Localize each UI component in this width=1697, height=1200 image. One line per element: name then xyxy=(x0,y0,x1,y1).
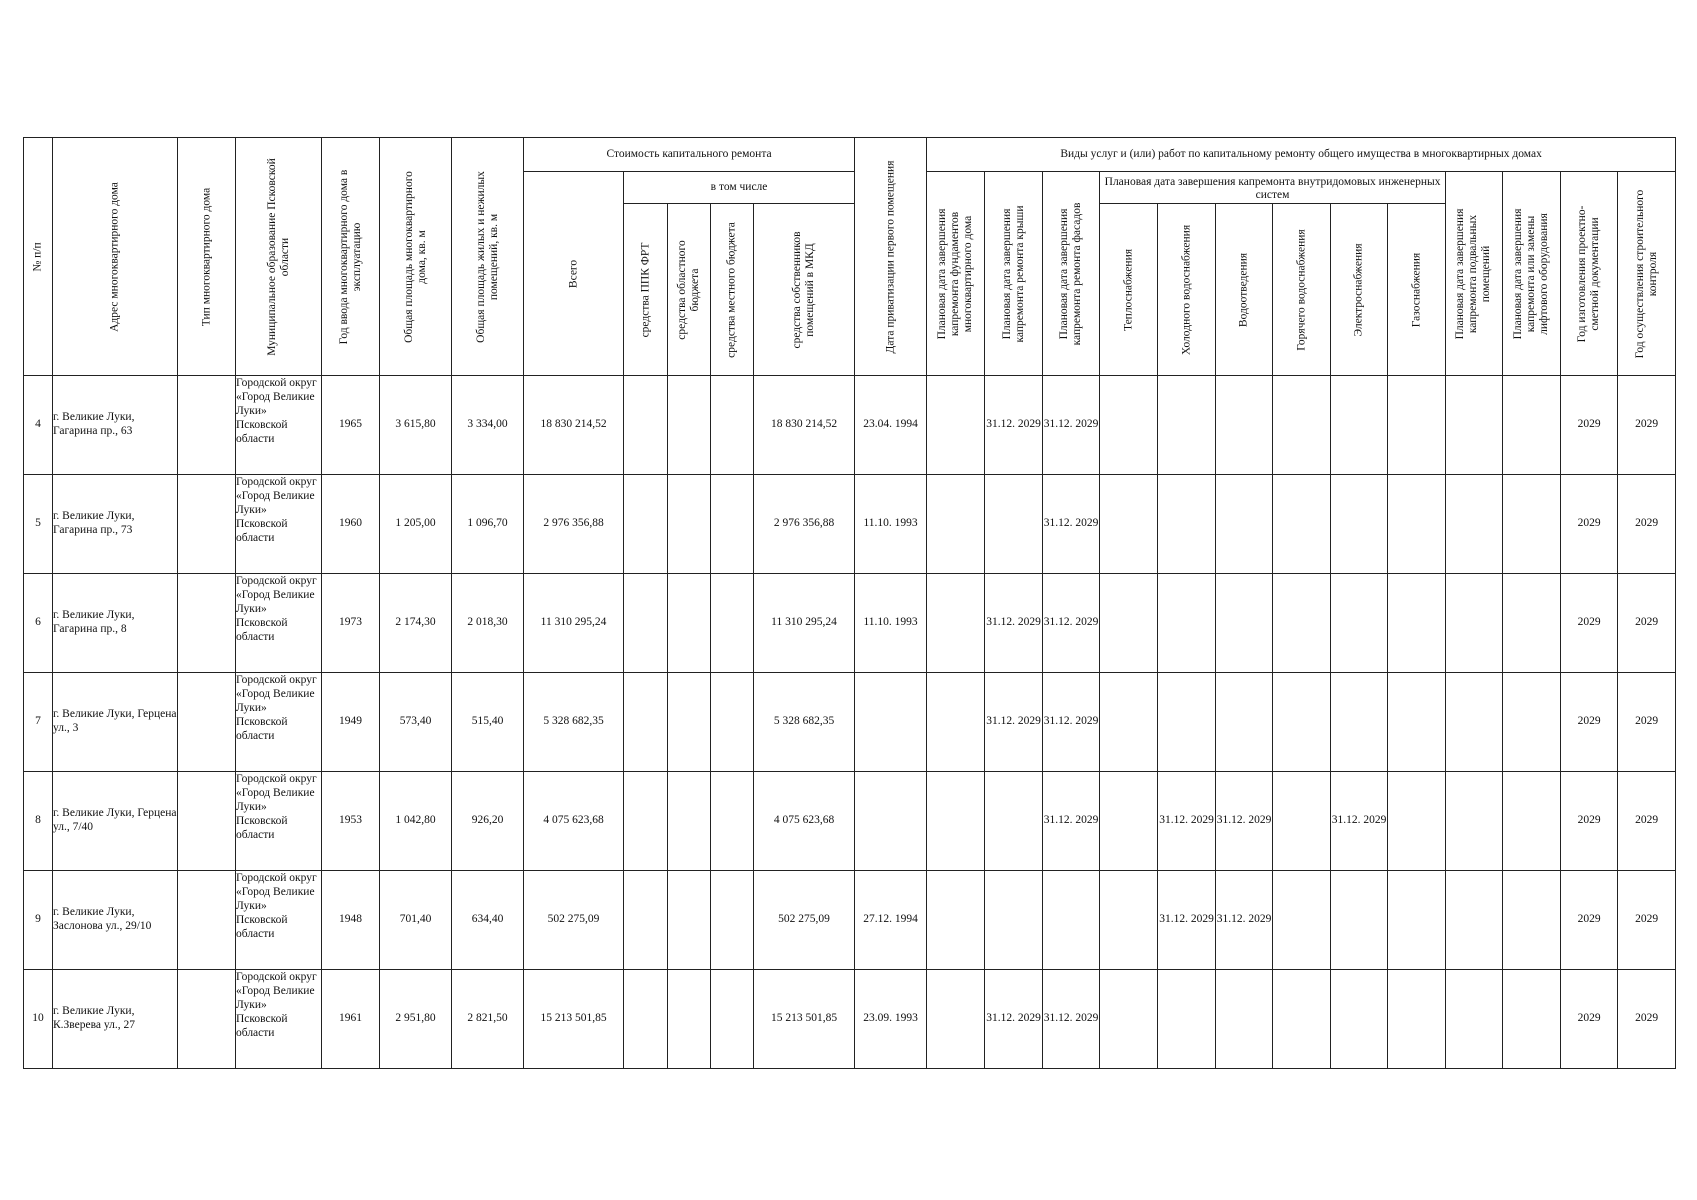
cell-address: г. Великие Луки, Гагарина пр., 63 xyxy=(53,376,178,475)
cell-privatization: 23.09. 1993 xyxy=(855,970,927,1069)
cell-total-area: 573,40 xyxy=(380,673,452,772)
cell-gas xyxy=(1388,475,1446,574)
cell-total-cost: 4 075 623,68 xyxy=(524,772,624,871)
cell-address: г. Великие Луки, Заслонова ул., 29/10 xyxy=(53,871,178,970)
header-ppk: средства ППК ФРТ xyxy=(624,204,668,376)
cell-foundation xyxy=(927,574,985,673)
cell-ppk xyxy=(624,772,668,871)
cell-owners: 15 213 501,85 xyxy=(754,970,855,1069)
header-privatization: Дата приватизации первого помещения xyxy=(855,138,927,376)
cell-hot-water xyxy=(1273,574,1331,673)
header-heat: Теплоснабжения xyxy=(1100,204,1158,376)
cell-design-year: 2029 xyxy=(1561,970,1618,1069)
cell-municipality: Городской округ «Город Великие Луки» Псковской области xyxy=(236,970,322,1069)
header-basement: Плановая дата завершения капремонта подвальных помещений xyxy=(1446,172,1503,376)
cell-drainage: 31.12. 2029 xyxy=(1216,871,1273,970)
cell-living-area: 515,40 xyxy=(452,673,524,772)
cell-roof: 31.12. 2029 xyxy=(985,970,1043,1069)
header-works-group: Виды услуг и (или) работ по капитальному ремонту общего имущества в многоквартирных домах xyxy=(927,138,1676,172)
cell-type xyxy=(178,475,236,574)
cell-municipality: Городской округ «Город Великие Луки» Псковской области xyxy=(236,772,322,871)
cell-num: 4 xyxy=(24,376,53,475)
table-row xyxy=(24,970,1676,1069)
cell-roof: 31.12. 2029 xyxy=(985,376,1043,475)
table-row xyxy=(24,772,1676,871)
cell-privatization: 11.10. 1993 xyxy=(855,574,927,673)
cell-foundation xyxy=(927,376,985,475)
cell-elevator xyxy=(1503,475,1561,574)
cell-total-area: 1 042,80 xyxy=(380,772,452,871)
cell-heat xyxy=(1100,574,1158,673)
cell-regional xyxy=(668,673,711,772)
cell-control-year: 2029 xyxy=(1618,673,1676,772)
cell-elevator xyxy=(1503,772,1561,871)
cell-ppk xyxy=(624,475,668,574)
cell-num: 8 xyxy=(24,772,53,871)
table-body xyxy=(24,376,1676,1069)
cell-regional xyxy=(668,376,711,475)
cell-address: г. Великие Луки, Гагарина пр., 73 xyxy=(53,475,178,574)
cell-year: 1960 xyxy=(322,475,380,574)
cell-living-area: 2 018,30 xyxy=(452,574,524,673)
cell-year: 1973 xyxy=(322,574,380,673)
cell-type xyxy=(178,673,236,772)
cell-basement xyxy=(1446,673,1503,772)
cell-owners: 2 976 356,88 xyxy=(754,475,855,574)
cell-regional xyxy=(668,970,711,1069)
cell-local xyxy=(711,970,754,1069)
cell-cold-water: 31.12. 2029 xyxy=(1158,772,1216,871)
cell-electric xyxy=(1331,970,1388,1069)
cell-local xyxy=(711,475,754,574)
cell-num: 9 xyxy=(24,871,53,970)
cell-drainage xyxy=(1216,376,1273,475)
cell-hot-water xyxy=(1273,871,1331,970)
cell-foundation xyxy=(927,673,985,772)
cell-municipality: Городской округ «Город Великие Луки» Псковской области xyxy=(236,376,322,475)
cell-cold-water xyxy=(1158,970,1216,1069)
cell-design-year: 2029 xyxy=(1561,475,1618,574)
cell-facade: 31.12. 2029 xyxy=(1043,970,1100,1069)
cell-design-year: 2029 xyxy=(1561,772,1618,871)
cell-ppk xyxy=(624,574,668,673)
cell-living-area: 634,40 xyxy=(452,871,524,970)
cell-facade: 31.12. 2029 xyxy=(1043,574,1100,673)
cell-elevator xyxy=(1503,376,1561,475)
cell-municipality: Городской округ «Город Великие Луки» Псковской области xyxy=(236,673,322,772)
table-header xyxy=(24,138,1676,376)
cell-year: 1961 xyxy=(322,970,380,1069)
cell-total-cost: 11 310 295,24 xyxy=(524,574,624,673)
cell-cold-water xyxy=(1158,475,1216,574)
cell-foundation xyxy=(927,970,985,1069)
cell-facade: 31.12. 2029 xyxy=(1043,475,1100,574)
header-systems-subgroup: Плановая дата завершения капремонта внутридомовых инженерных систем xyxy=(1100,172,1446,204)
cell-owners: 11 310 295,24 xyxy=(754,574,855,673)
header-regional: средства областного бюджета xyxy=(668,204,711,376)
table-row xyxy=(24,475,1676,574)
cell-total-cost: 502 275,09 xyxy=(524,871,624,970)
table-row xyxy=(24,673,1676,772)
cell-drainage xyxy=(1216,673,1273,772)
cell-type xyxy=(178,772,236,871)
cell-facade xyxy=(1043,871,1100,970)
header-drainage: Водоотведения xyxy=(1216,204,1273,376)
cell-design-year: 2029 xyxy=(1561,376,1618,475)
cell-heat xyxy=(1100,871,1158,970)
cell-facade: 31.12. 2029 xyxy=(1043,772,1100,871)
cell-elevator xyxy=(1503,970,1561,1069)
cell-privatization: 11.10. 1993 xyxy=(855,475,927,574)
cell-ppk xyxy=(624,871,668,970)
cell-roof xyxy=(985,475,1043,574)
cell-local xyxy=(711,574,754,673)
cell-hot-water xyxy=(1273,475,1331,574)
cell-roof: 31.12. 2029 xyxy=(985,574,1043,673)
cell-total-cost: 5 328 682,35 xyxy=(524,673,624,772)
cell-local xyxy=(711,673,754,772)
cell-total-area: 1 205,00 xyxy=(380,475,452,574)
cell-basement xyxy=(1446,871,1503,970)
cell-roof: 31.12. 2029 xyxy=(985,673,1043,772)
cell-control-year: 2029 xyxy=(1618,871,1676,970)
cell-regional xyxy=(668,475,711,574)
cell-num: 10 xyxy=(24,970,53,1069)
cell-heat xyxy=(1100,970,1158,1069)
cell-type xyxy=(178,871,236,970)
header-num: № п/п xyxy=(24,138,53,376)
cell-address: г. Великие Луки, Герцена ул., 7/40 xyxy=(53,772,178,871)
cell-type xyxy=(178,970,236,1069)
cell-year: 1965 xyxy=(322,376,380,475)
cell-total-area: 2 174,30 xyxy=(380,574,452,673)
cell-cold-water xyxy=(1158,673,1216,772)
cell-hot-water xyxy=(1273,673,1331,772)
cell-regional xyxy=(668,772,711,871)
cell-gas xyxy=(1388,871,1446,970)
cell-living-area: 3 334,00 xyxy=(452,376,524,475)
cell-control-year: 2029 xyxy=(1618,376,1676,475)
cell-type xyxy=(178,574,236,673)
header-incl-subgroup: в том числе xyxy=(624,172,855,204)
header-gas: Газоснабжения xyxy=(1388,204,1446,376)
cell-year: 1948 xyxy=(322,871,380,970)
cell-total-cost: 18 830 214,52 xyxy=(524,376,624,475)
cell-design-year: 2029 xyxy=(1561,673,1618,772)
cell-owners: 18 830 214,52 xyxy=(754,376,855,475)
cell-facade: 31.12. 2029 xyxy=(1043,673,1100,772)
header-elevator: Плановая дата завершения капремонта или замены лифтового оборудования xyxy=(1503,172,1561,376)
cell-regional xyxy=(668,871,711,970)
cell-privatization: 27.12. 1994 xyxy=(855,871,927,970)
header-local: средства местного бюджета xyxy=(711,204,754,376)
header-cost-group: Стоимость капитального ремонта xyxy=(524,138,855,172)
header-address: Адрес многоквартирного дома xyxy=(53,138,178,376)
cell-gas xyxy=(1388,376,1446,475)
cell-heat xyxy=(1100,376,1158,475)
cell-address: г. Великие Луки, Герцена ул., 3 xyxy=(53,673,178,772)
cell-foundation xyxy=(927,475,985,574)
header-foundation: Плановая дата завершения капремонта фундаментов многоквартирного дома xyxy=(927,172,985,376)
cell-control-year: 2029 xyxy=(1618,475,1676,574)
cell-local xyxy=(711,871,754,970)
cell-municipality: Городской округ «Город Великие Луки» Псковской области xyxy=(236,871,322,970)
cell-owners: 502 275,09 xyxy=(754,871,855,970)
cell-drainage xyxy=(1216,475,1273,574)
cell-electric xyxy=(1331,871,1388,970)
cell-control-year: 2029 xyxy=(1618,574,1676,673)
cell-elevator xyxy=(1503,871,1561,970)
cell-total-cost: 15 213 501,85 xyxy=(524,970,624,1069)
table-row xyxy=(24,376,1676,475)
header-electric: Электроснабжения xyxy=(1331,204,1388,376)
table-row xyxy=(24,871,1676,970)
cell-cold-water: 31.12. 2029 xyxy=(1158,871,1216,970)
header-design-year: Год изготовления проектно-сметной документации xyxy=(1561,172,1618,376)
cell-owners: 5 328 682,35 xyxy=(754,673,855,772)
cell-ppk xyxy=(624,970,668,1069)
cell-control-year: 2029 xyxy=(1618,970,1676,1069)
cell-owners: 4 075 623,68 xyxy=(754,772,855,871)
cell-privatization: 23.04. 1994 xyxy=(855,376,927,475)
cell-hot-water xyxy=(1273,772,1331,871)
cell-year: 1953 xyxy=(322,772,380,871)
capital-repair-table xyxy=(23,137,1676,1069)
header-type: Тип многоквартирного дома xyxy=(178,138,236,376)
cell-address: г. Великие Луки, К.Зверева ул., 27 xyxy=(53,970,178,1069)
cell-cold-water xyxy=(1158,574,1216,673)
cell-gas xyxy=(1388,673,1446,772)
cell-drainage: 31.12. 2029 xyxy=(1216,772,1273,871)
cell-drainage xyxy=(1216,574,1273,673)
cell-heat xyxy=(1100,475,1158,574)
cell-living-area: 1 096,70 xyxy=(452,475,524,574)
cell-electric: 31.12. 2029 xyxy=(1331,772,1388,871)
header-hot-water: Горячего водоснабжения xyxy=(1273,204,1331,376)
cell-gas xyxy=(1388,970,1446,1069)
cell-hot-water xyxy=(1273,970,1331,1069)
cell-address: г. Великие Луки, Гагарина пр., 8 xyxy=(53,574,178,673)
cell-ppk xyxy=(624,673,668,772)
cell-basement xyxy=(1446,574,1503,673)
header-cold-water: Холодного водоснабжения xyxy=(1158,204,1216,376)
cell-municipality: Городской округ «Город Великие Луки» Псковской области xyxy=(236,475,322,574)
cell-basement xyxy=(1446,970,1503,1069)
cell-ppk xyxy=(624,376,668,475)
cell-elevator xyxy=(1503,574,1561,673)
cell-type xyxy=(178,376,236,475)
header-year: Год ввода многоквартирного дома в эксплуатацию xyxy=(322,138,380,376)
header-control-year: Год осуществления строительного контроля xyxy=(1618,172,1676,376)
cell-cold-water xyxy=(1158,376,1216,475)
cell-roof xyxy=(985,772,1043,871)
cell-gas xyxy=(1388,772,1446,871)
cell-drainage xyxy=(1216,970,1273,1069)
cell-electric xyxy=(1331,376,1388,475)
cell-num: 6 xyxy=(24,574,53,673)
cell-regional xyxy=(668,574,711,673)
cell-elevator xyxy=(1503,673,1561,772)
cell-electric xyxy=(1331,574,1388,673)
cell-electric xyxy=(1331,475,1388,574)
header-living-area: Общая площадь жилых и нежилых помещений, кв. м xyxy=(452,138,524,376)
cell-design-year: 2029 xyxy=(1561,574,1618,673)
header-facade: Плановая дата завершения капремонта ремонта фасадов xyxy=(1043,172,1100,376)
cell-foundation xyxy=(927,871,985,970)
cell-facade: 31.12. 2029 xyxy=(1043,376,1100,475)
table-row xyxy=(24,574,1676,673)
cell-basement xyxy=(1446,475,1503,574)
header-municipality: Муниципальное образование Псковской области xyxy=(236,138,322,376)
cell-year: 1949 xyxy=(322,673,380,772)
cell-heat xyxy=(1100,673,1158,772)
cell-hot-water xyxy=(1273,376,1331,475)
cell-total-area: 2 951,80 xyxy=(380,970,452,1069)
cell-living-area: 2 821,50 xyxy=(452,970,524,1069)
cell-local xyxy=(711,772,754,871)
cell-basement xyxy=(1446,772,1503,871)
cell-num: 5 xyxy=(24,475,53,574)
cell-living-area: 926,20 xyxy=(452,772,524,871)
cell-control-year: 2029 xyxy=(1618,772,1676,871)
cell-local xyxy=(711,376,754,475)
header-total-area: Общая площадь многоквартирного дома, кв. м xyxy=(380,138,452,376)
cell-num: 7 xyxy=(24,673,53,772)
cell-gas xyxy=(1388,574,1446,673)
cell-heat xyxy=(1100,772,1158,871)
cell-privatization xyxy=(855,772,927,871)
cell-total-cost: 2 976 356,88 xyxy=(524,475,624,574)
header-total-cost: Всего xyxy=(524,172,624,376)
cell-total-area: 701,40 xyxy=(380,871,452,970)
cell-design-year: 2029 xyxy=(1561,871,1618,970)
cell-foundation xyxy=(927,772,985,871)
cell-privatization xyxy=(855,673,927,772)
cell-total-area: 3 615,80 xyxy=(380,376,452,475)
cell-electric xyxy=(1331,673,1388,772)
cell-roof xyxy=(985,871,1043,970)
header-roof: Плановая дата завершения капремонта ремонта крыши xyxy=(985,172,1043,376)
header-owners: средства собственников помещений в МКД xyxy=(754,204,855,376)
cell-municipality: Городской округ «Город Великие Луки» Псковской области xyxy=(236,574,322,673)
cell-basement xyxy=(1446,376,1503,475)
